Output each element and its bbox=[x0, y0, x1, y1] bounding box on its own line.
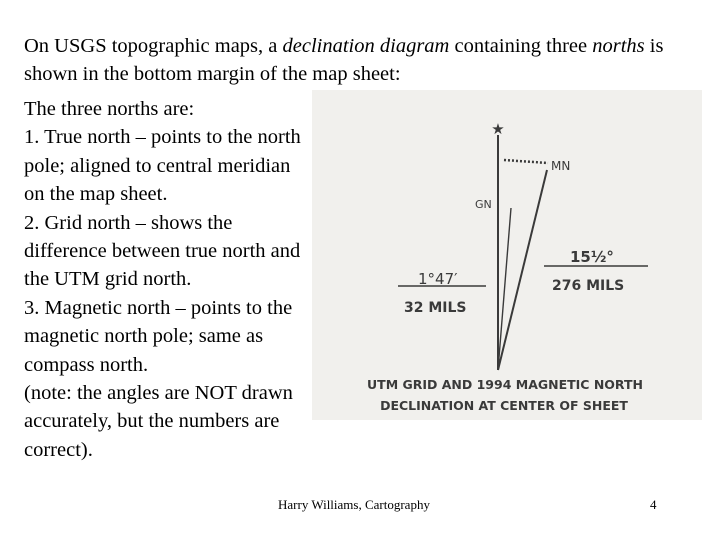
intro-text-3: is shown in the bottom margin of the map sheet: bbox=[24, 35, 664, 85]
intro-text-2: containing three bbox=[449, 35, 593, 57]
caption-line-1: UTM GRID AND 1994 MAGNETIC NORTH bbox=[367, 377, 643, 392]
mn-label: MN bbox=[551, 159, 571, 173]
footer-credit: Harry Williams, Cartography bbox=[278, 497, 430, 512]
gn-label: GN bbox=[475, 198, 492, 211]
caption-line-2: DECLINATION AT CENTER OF SHEET bbox=[380, 398, 628, 413]
list-heading: The three norths are: bbox=[24, 98, 195, 120]
list-note: (note: the angles are NOT drawn accurately, but the numbers are correct). bbox=[24, 382, 293, 461]
true-north-star-icon: ★ bbox=[491, 120, 505, 138]
declination-diagram-svg bbox=[312, 90, 702, 420]
intro-text-1: On USGS topographic maps, a bbox=[24, 35, 283, 57]
mn-pointer-dotted bbox=[504, 160, 548, 163]
intro-term-norths: norths bbox=[592, 35, 645, 57]
declination-diagram bbox=[312, 90, 702, 420]
page-number: 4 bbox=[650, 497, 657, 512]
list-item-grid-north: 2. Grid north – shows the difference between true north and the UTM grid north. bbox=[24, 211, 301, 291]
intro-paragraph bbox=[24, 32, 704, 88]
mag-angle-degrees: 15½° bbox=[570, 248, 614, 266]
list-item-true-north: 1. True north – points to the north pole; aligned to central meridian on the map sheet. bbox=[24, 126, 301, 206]
intro-term-declination-diagram: declination diagram bbox=[282, 35, 450, 57]
grid-angle-mils: 32 MILS bbox=[404, 300, 467, 316]
mag-angle-mils: 276 MILS bbox=[552, 278, 625, 294]
grid-angle-degrees: 1°47′ bbox=[418, 270, 458, 288]
norths-list bbox=[24, 95, 314, 464]
list-item-magnetic-north: 3. Magnetic north – points to the magnetic north pole; same as compass north. bbox=[24, 296, 293, 376]
